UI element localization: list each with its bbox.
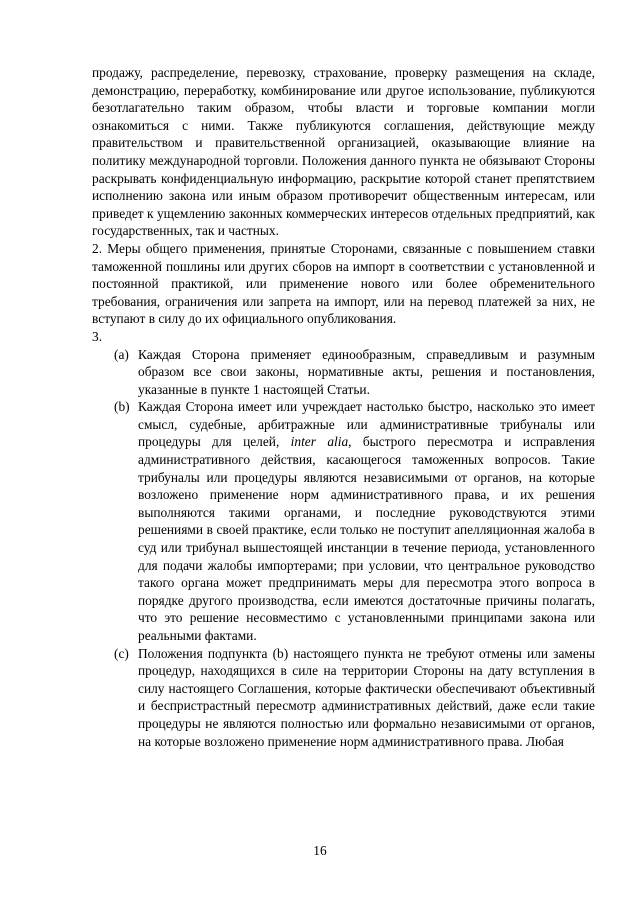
subitem-marker: (b): [114, 399, 130, 415]
subitem-text-continued: , быстрого пересмотра и исправления административного действия, касающегося таможенных вопросов. Такие трибуналы или процедуры являются независимыми от органов, на которые возложено применение норм административного права, и их решения выполняются такими органами, и последние руководствуются этими решениями в своей практике, если только не поступит апелляционная жалоба в суд или трибунал вышестоящей инстанции в течение периода, установленного для подачи жалобы импортерами; при условии, что центральное руководство такого органа может предпринимать меры для пересмотра этого вопроса в порядке другого производства, если имеются достаточные причины полагать, что это решение несовместимо с установленными принципами закона или реальными фактами.: [138, 434, 595, 643]
page-number: 16: [313, 843, 327, 858]
subitem-italic-text: inter alia: [290, 434, 349, 450]
subitem-text: Каждая Сторона имеет или учреждает настолько быстро, насколько это имеет смысл, судебные, арбитражные или административные трибуналы или процедуры для целей,: [138, 399, 595, 450]
paragraph-3-number: 3.: [92, 328, 103, 344]
subitem-b: [92, 398, 595, 644]
paragraph-2: 2. Меры общего применения, принятые Сторонами, связанные с повышением ставки таможенной пошлины или других сборов на импорт в соответствии с установленной и постоянной практикой, или применение нового или более обременительного требования, ограничения или запрета на импорт, или на перевод платежей за них, не вступают в силу до их официального опубликования.: [92, 240, 595, 327]
subitem-list: [92, 346, 595, 751]
paragraph-continuation: продажу, распределение, перевозку, страхование, проверку размещения на складе, демонстрацию, переработку, комбинирование или другое использование, публикуются безотлагательно таким образом, чтобы власти и торговые компании могли ознакомиться с ними. Также публикуются соглашения, действующие между правительством и правительственной организацией, оказывающие влияние на политику международной торговли. Положения данного пункта не обязывают Стороны раскрывать конфиденциальную информацию, раскрытие которой станет препятствием исполнению закона или иным образом противоречит общественным интересам, или приведет к ущемлению законных коммерческих интересов отдельных предприятий, как государственных, так и частных.: [92, 65, 595, 239]
subitem-text: Каждая Сторона применяет единообразным, справедливым и разумным образом все свои законы, нормативные акты, решения и постановления, указанные в пункте 1 настоящей Статьи.: [138, 346, 595, 397]
subitem-c: [92, 645, 595, 751]
subitem-marker: (a): [114, 346, 129, 362]
document-body: [92, 64, 595, 750]
subitem-a: [92, 346, 595, 399]
subitem-marker: (c): [114, 645, 129, 661]
subitem-text: Положения подпункта (b) настоящего пункта не требуют отмены или замены процедур, находящихся в силе на территории Стороны на дату вступления в силу настоящего Соглашения, которые фактически обеспечивают объективный и беспристрастный пересмотр административных действий, даже если такие процедуры не являются полностью или формально независимыми от органов, на которые возложено применение норм административного права. Любая: [138, 645, 595, 749]
